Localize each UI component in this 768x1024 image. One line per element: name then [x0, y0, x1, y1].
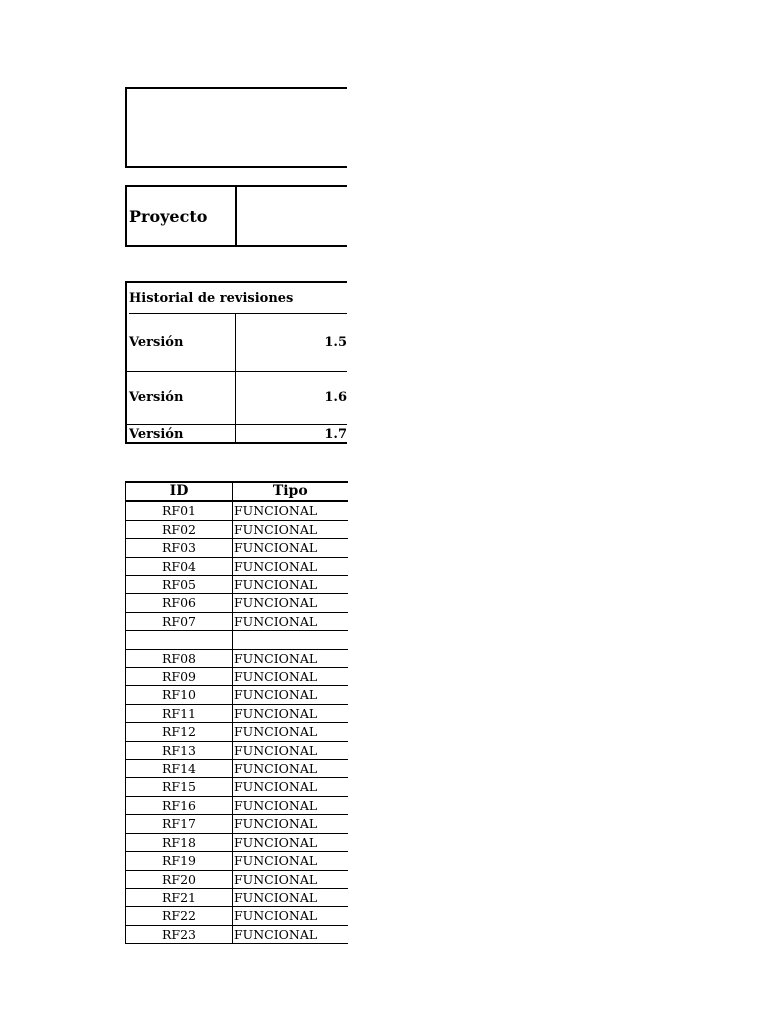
table-row — [126, 612, 348, 630]
requirement-id: RF16 — [126, 796, 233, 814]
table-row — [126, 870, 348, 888]
table-row — [126, 539, 348, 557]
column-header-tipo: Tipo — [233, 482, 348, 501]
project-box — [125, 185, 347, 247]
revision-row — [127, 313, 347, 372]
requirement-type: FUNCIONAL — [233, 815, 348, 833]
revision-key: Versión — [129, 313, 236, 371]
requirement-id: RF18 — [126, 833, 233, 851]
revision-key: Versión — [129, 371, 236, 424]
requirement-id: RF13 — [126, 741, 233, 759]
table-row — [126, 594, 348, 612]
table-row — [126, 668, 348, 686]
requirement-id: RF02 — [126, 520, 233, 538]
requirement-type: FUNCIONAL — [233, 520, 348, 538]
requirement-id: RF11 — [126, 704, 233, 722]
revision-history-title: Historial de revisiones — [129, 283, 347, 314]
requirement-type: FUNCIONAL — [233, 649, 348, 667]
table-row — [126, 833, 348, 851]
requirement-id: RF14 — [126, 760, 233, 778]
table-row — [126, 907, 348, 925]
table-row — [126, 576, 348, 594]
requirement-id: RF06 — [126, 594, 233, 612]
requirement-type: FUNCIONAL — [233, 594, 348, 612]
requirement-type: FUNCIONAL — [233, 778, 348, 796]
requirement-id: RF10 — [126, 686, 233, 704]
table-row — [126, 557, 348, 575]
table-row — [126, 760, 348, 778]
requirement-id: RF01 — [126, 501, 233, 520]
requirement-id: RF09 — [126, 668, 233, 686]
revision-history — [125, 281, 347, 444]
requirement-id: RF12 — [126, 723, 233, 741]
revision-value: 1.7 — [324, 426, 347, 442]
requirement-type: FUNCIONAL — [233, 723, 348, 741]
requirement-id: RF08 — [126, 649, 233, 667]
table-row — [126, 741, 348, 759]
table-row — [126, 852, 348, 870]
requirement-id: RF15 — [126, 778, 233, 796]
requirement-id: RF05 — [126, 576, 233, 594]
requirement-type: FUNCIONAL — [233, 704, 348, 722]
revision-key: Versión — [129, 424, 236, 444]
requirement-type — [233, 631, 348, 649]
requirement-type: FUNCIONAL — [233, 612, 348, 630]
table-row — [126, 631, 348, 649]
requirement-id: RF03 — [126, 539, 233, 557]
requirement-type: FUNCIONAL — [233, 907, 348, 925]
requirement-id: RF17 — [126, 815, 233, 833]
requirement-type: FUNCIONAL — [233, 668, 348, 686]
title-box — [125, 87, 347, 168]
requirement-id: RF04 — [126, 557, 233, 575]
requirement-type: FUNCIONAL — [233, 686, 348, 704]
requirement-id — [126, 631, 233, 649]
requirement-id: RF07 — [126, 612, 233, 630]
requirements-table — [125, 481, 348, 944]
requirement-type: FUNCIONAL — [233, 833, 348, 851]
requirement-type: FUNCIONAL — [233, 796, 348, 814]
table-row — [126, 704, 348, 722]
table-header-row — [126, 482, 348, 501]
table-row — [126, 649, 348, 667]
requirement-id: RF21 — [126, 888, 233, 906]
requirement-id: RF22 — [126, 907, 233, 925]
table-row — [126, 778, 348, 796]
project-label: Proyecto — [129, 187, 237, 245]
table-row — [126, 501, 348, 520]
requirement-type: FUNCIONAL — [233, 852, 348, 870]
requirement-type: FUNCIONAL — [233, 539, 348, 557]
table-row — [126, 815, 348, 833]
requirement-type: FUNCIONAL — [233, 870, 348, 888]
revision-row — [127, 424, 347, 444]
requirement-type: FUNCIONAL — [233, 760, 348, 778]
requirement-id: RF19 — [126, 852, 233, 870]
table-row — [126, 796, 348, 814]
table-row — [126, 520, 348, 538]
table-row — [126, 888, 348, 906]
requirement-id: RF20 — [126, 870, 233, 888]
revision-value: 1.5 — [324, 334, 347, 350]
requirement-type: FUNCIONAL — [233, 888, 348, 906]
table-row — [126, 925, 348, 943]
requirement-type: FUNCIONAL — [233, 557, 348, 575]
table-row — [126, 686, 348, 704]
requirement-id: RF23 — [126, 925, 233, 943]
table-row — [126, 723, 348, 741]
revision-row — [127, 371, 347, 425]
requirement-type: FUNCIONAL — [233, 741, 348, 759]
revision-value: 1.6 — [324, 390, 347, 405]
requirement-type: FUNCIONAL — [233, 925, 348, 943]
column-header-id: ID — [126, 482, 233, 501]
requirement-type: FUNCIONAL — [233, 576, 348, 594]
requirement-type: FUNCIONAL — [233, 501, 348, 520]
